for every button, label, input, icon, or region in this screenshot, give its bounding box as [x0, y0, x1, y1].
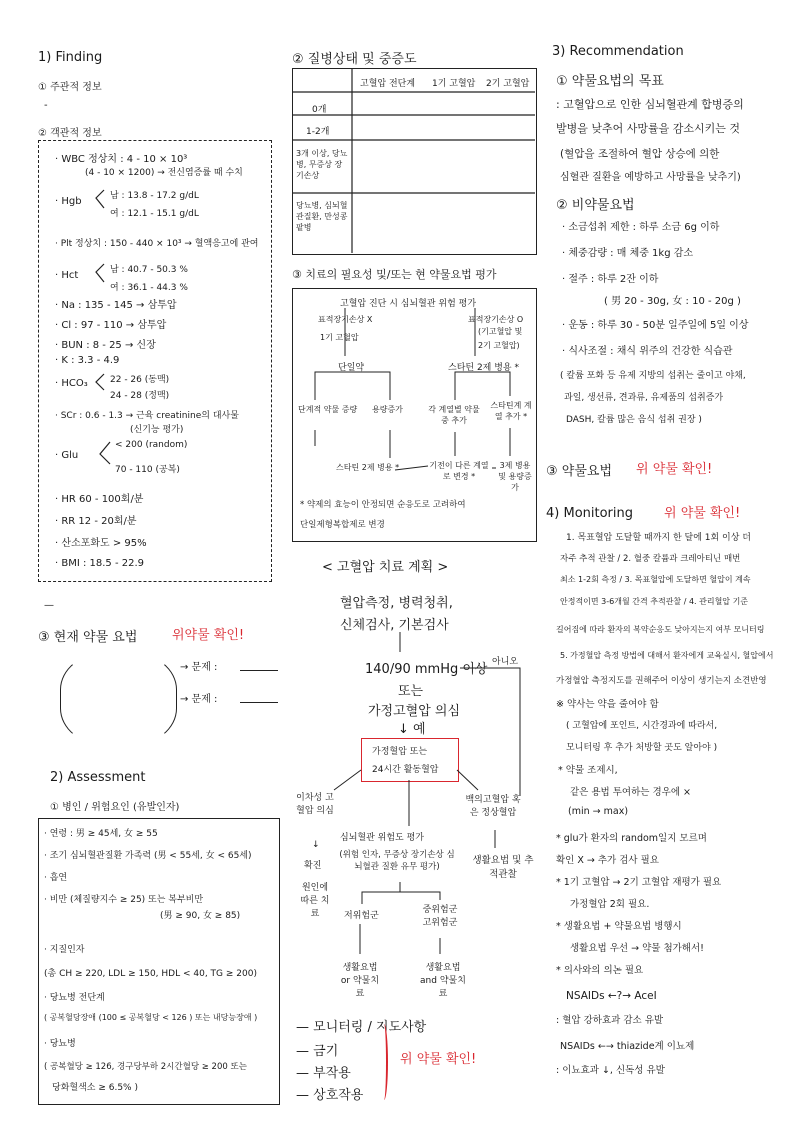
- monitor-title: 4) Monitoring: [546, 506, 633, 521]
- finding-title: 1) Finding: [38, 50, 103, 65]
- nonpharm-diet-3: DASH, 칼륨 많은 음식 섭취 권장 ): [566, 415, 702, 425]
- lab-hr: · HR 60 - 100회/분: [55, 494, 144, 505]
- plan-no: 아니오: [492, 657, 519, 667]
- nonpharm-salt: · 소금섭취 제한 : 하루 소금 6g 이하: [562, 222, 720, 233]
- monitor-line-10: 모니터링 후 추가 처방할 곳도 알아야 ): [566, 743, 718, 753]
- plan-suspect: 가정고혈압 의심: [368, 704, 461, 719]
- risk-diabetes: · 당뇨병: [44, 1039, 76, 1049]
- lab-hgb-m: 남 : 13.8 - 17.2 g/dL: [110, 191, 199, 201]
- dash2: —: [44, 600, 54, 611]
- monitor-line-7: 가정혈압 측정지도를 권해주어 이상이 생기는지 소견반영: [556, 676, 767, 686]
- plan-cv-risk: 심뇌혈관 위험도 평가: [340, 833, 424, 843]
- severity-header-stage1: 1기 고혈압: [432, 79, 476, 89]
- plan-secondary-arrow: ↓: [312, 840, 320, 850]
- nonpharm-diet-2: 과일, 생선류, 견과류, 유제품의 섭취증가: [564, 393, 724, 403]
- plan-exam: 신체검사, 기본검사: [340, 618, 449, 633]
- flow-damage-3: 2기 고혈압): [478, 341, 520, 350]
- flow-root: 고혈압 진단 시 심뇌혈관 위험 평가: [340, 299, 477, 309]
- monitor-line-20: * 의사와의 의논 필요: [556, 965, 644, 976]
- monitor-line-21: NSAIDs ←?→ AceI: [566, 990, 657, 1002]
- monitor-line-2: 자주 추적 관찰 / 2. 혈중 칼륨과 크레아티닌 매번: [560, 554, 741, 564]
- monitor-line-9: ( 고혈압에 포인트, 시간경과에 따라서,: [566, 721, 718, 731]
- monitor-line-8: ※ 약사는 약을 줄여야 함: [556, 699, 659, 710]
- subjective-title: ① 주관적 정보: [38, 82, 102, 93]
- lab-plt: · Plt 정상치 : 150 - 440 × 10³ → 혈액응고에 관여: [55, 239, 259, 249]
- plan-lifestyle-follow: 생활요법 및 추적관찰: [472, 855, 534, 880]
- monitor-line-13: (min → max): [568, 806, 629, 817]
- plan-low-tx: 생활요법 or 약물치료: [340, 963, 380, 999]
- flow-damage-2: (기고혈압 및: [478, 327, 523, 336]
- risk-lipid: · 지질인자: [44, 945, 85, 955]
- lab-scr-note: (신기능 평가): [130, 425, 184, 435]
- lab-scr: · SCr : 0.6 - 1.3 → 근육 creatinine의 대사물: [55, 411, 239, 421]
- plan-ambulatory: 24시간 활동혈압: [372, 765, 439, 775]
- assessment-title: 2) Assessment: [50, 770, 146, 785]
- lab-wbc: · WBC 정상치 : 4 - 10 × 10³: [55, 154, 188, 165]
- plan-secondary: 이차성 고혈압 의심: [296, 793, 334, 816]
- plan-yes: ↓ 예: [398, 722, 426, 737]
- monitor-line-14: * glu가 환자의 random일지 모르며: [556, 833, 707, 844]
- bottom-note: 위 약물 확인!: [400, 1052, 477, 1067]
- plan-confirm: 확진: [304, 861, 322, 871]
- severity-row-0: 0개: [312, 105, 327, 115]
- plan-threshold: 140/90 mmHg 이상: [365, 662, 488, 677]
- monitor-line-6: 5. 가정혈압 측정 방법에 대해서 환자에게 교육실시, 혈압에서: [560, 651, 774, 660]
- lab-hco3: · HCO₃: [55, 378, 88, 389]
- plan-high-tx: 생활요법 and 약물치료: [420, 963, 466, 999]
- lab-hco3-v: 24 - 28 (정맥): [110, 391, 170, 401]
- lab-hgb-f: 여 : 12.1 - 15.1 g/dL: [110, 209, 199, 219]
- flow-triple: 3제 병용 및 용량증가: [498, 461, 532, 492]
- nonpharm-title: ② 비약물요법: [556, 198, 635, 213]
- severity-title: ② 질병상태 및 중증도: [292, 52, 417, 67]
- lab-bmi: · BMI : 18.5 - 22.9: [55, 558, 145, 569]
- risk-title: ① 병인 / 위험요인 (유발인자): [50, 802, 180, 813]
- lab-glu: · Glu: [55, 450, 79, 461]
- plan-or: 또는: [398, 684, 424, 699]
- lab-glu-fast: 70 - 110 (공복): [115, 465, 180, 475]
- risk-obesity-criteria: (男 ≥ 90, 女 ≥ 85): [160, 911, 241, 921]
- goal-line-2: 발병을 낮추어 사망률을 감소시키는 것: [556, 122, 741, 135]
- nonpharm-alcohol-detail: ( 男 20 - 30g, 女 : 10 - 20g ): [604, 296, 741, 307]
- flow-mono: 단일약: [338, 363, 365, 373]
- risk-diabetes-criteria: ( 공복혈당 ≥ 126, 경구당부하 2시간혈당 ≥ 200 또는: [44, 1062, 247, 1072]
- bottom-title: — 모니터링 / 지도사항: [296, 1020, 427, 1035]
- lab-bun: · BUN : 8 - 25 → 신장: [55, 340, 156, 351]
- monitor-line-23: NSAIDs ←→ thiazide계 이뇨제: [560, 1041, 695, 1052]
- bottom-interact: — 상호작용: [296, 1088, 364, 1103]
- flow-switch-class: 기전이 다른 계열로 변경 *: [429, 461, 489, 481]
- flow-no-damage: 표적장기손상 X: [318, 315, 373, 324]
- bottom-bracket: [380, 1024, 388, 1100]
- risk-family: · 조기 심뇌혈관질환 가족력 (男 < 55세, 女 < 65세): [44, 851, 252, 861]
- lab-hct: · Hct: [55, 270, 79, 281]
- monitor-line-17: 가정혈압 2회 필요.: [570, 899, 650, 910]
- objective-title: ② 객관적 정보: [38, 128, 102, 139]
- monitor-line-24: : 이뇨효과 ↓, 신독성 유발: [556, 1065, 665, 1076]
- risk-prediabetes-criteria: ( 공복혈당장애 (100 ≤ 공복혈당 < 126 ) 또는 내당능장애 ): [44, 1013, 258, 1022]
- pharm-note: 위 약물 확인!: [636, 462, 713, 477]
- monitor-note: 위 약물 확인!: [664, 506, 741, 521]
- pharm-title: ③ 약물요법: [546, 464, 613, 479]
- flow-combo-2: 스타틴 2제 병용 *: [336, 463, 400, 472]
- flow-footnote-2: 단일제형복합제로 변경: [300, 520, 385, 530]
- flow-add-statin: 스타틴계 계열 추가 *: [490, 401, 532, 421]
- lab-glu-random: < 200 (random): [115, 440, 188, 450]
- monitor-line-18: * 생활요법 + 약물요법 병행시: [556, 921, 682, 932]
- monitor-line-1: 1. 목표혈압 도달할 때까지 한 달에 1회 이상 더: [566, 533, 751, 543]
- nonpharm-alcohol: · 절주 : 하루 2잔 이하: [562, 274, 659, 285]
- severity-header-stage2: 2기 고혈압: [486, 79, 530, 89]
- monitor-line-19: 생활요법 우선 → 약물 첨가해서!: [570, 943, 704, 954]
- severity-header-pre: 고혈압 전단계: [360, 79, 416, 89]
- monitor-line-12: 같은 용법 투여하는 경우에 ×: [570, 787, 691, 798]
- flow-stage1: 1기 고혈압: [320, 333, 359, 342]
- goal-line-1: : 고혈압으로 인한 심뇌혈관계 합병증의: [556, 98, 744, 111]
- risk-obesity: · 비만 (체질량지수 ≥ 25) 또는 복부비만: [44, 895, 204, 905]
- flow-combo: 스타틴 2제 병용 *: [448, 363, 519, 373]
- plan-cv-risk-note: (위험 인자, 무증상 장기손상 심뇌혈관 질환 유무 평가): [339, 850, 455, 872]
- monitor-line-3: 최소 1-2회 측정 / 3. 목표혈압에 도달하면 혈압이 계속: [560, 575, 751, 584]
- goal-line-4: 심혈관 질환을 예방하고 사망률을 낮추기): [560, 172, 741, 183]
- flow-add-class: 각 계열별 약물 중 추가: [428, 405, 480, 425]
- current-med-bracket: [60, 652, 177, 746]
- nonpharm-diet-1: ( 칼륨 포화 등 유제 지방의 섭취는 줄이고 야채,: [560, 371, 746, 381]
- flow-damage: 표적장기손상 O: [468, 315, 524, 324]
- rec-title: 3) Recommendation: [552, 44, 684, 59]
- bottom-adverse: — 부작용: [296, 1066, 351, 1081]
- subjective-dash: -: [44, 100, 48, 111]
- plan-measure: 혈압측정, 병력청취,: [340, 596, 453, 611]
- plan-mid-high-risk: 중위험군 고위험군: [422, 905, 458, 928]
- risk-age: · 연령 : 男 ≥ 45세, 女 ≥ 55: [44, 829, 158, 839]
- severity-row-3: 당뇨병, 심뇌혈관질환, 만성콩팥병: [296, 201, 348, 232]
- risk-diabetes-hba1c: 당화혈색소 ≥ 6.5% ): [52, 1083, 138, 1093]
- severity-row-2: 3개 이상, 당뇨병, 무증상 장기손상: [296, 149, 348, 180]
- lab-k: · K : 3.3 - 4.9: [55, 355, 120, 366]
- current-med-title: ③ 현재 약물 요법: [38, 630, 138, 645]
- nonpharm-diet: · 식사조절 : 채식 위주의 건강한 식습관: [562, 346, 733, 357]
- monitor-line-11: * 약물 조제시,: [558, 765, 618, 776]
- lab-hct-f: 여 : 36.1 - 44.3 %: [110, 283, 188, 293]
- flow-step-up: 단계적 약물 증량: [298, 405, 358, 414]
- plan-cause-treat: 원인에 따른 치료: [300, 883, 330, 919]
- lab-wbc-note: (4 - 10 × 1200) → 전신염증률 때 수치: [85, 168, 243, 178]
- flow-title: ③ 치료의 필요성 및/또는 현 약물요법 평가: [292, 268, 497, 281]
- nonpharm-exercise: · 운동 : 하루 30 - 50분 일주일에 5일 이상: [562, 320, 749, 331]
- monitor-line-15: 확인 X → 추가 검사 필요: [556, 855, 659, 866]
- plan-home-bp: 가정혈압 또는: [372, 747, 428, 757]
- current-med-note: 위약물 확인!: [172, 628, 245, 643]
- risk-smoking: · 흡연: [44, 873, 68, 883]
- monitor-line-5: 길어짐에 따라 환자의 복약순응도 낮아지는지 여부 모니터링: [556, 625, 765, 634]
- problem-1-line: [240, 670, 278, 671]
- lab-hco3-a: 22 - 26 (동맥): [110, 375, 170, 385]
- flow-dose-up: 용량증가: [372, 405, 403, 414]
- plan-white-coat: 백의고혈압 혹은 정상혈압: [465, 795, 521, 818]
- monitor-line-16: * 1기 고혈압 → 2기 고혈압 재평가 필요: [556, 877, 722, 888]
- nonpharm-weight: · 체중감량 : 매 체중 1kg 감소: [562, 248, 694, 259]
- lab-na: · Na : 135 - 145 → 삼투압: [55, 300, 177, 311]
- plan-title: < 고혈압 치료 계획 >: [322, 560, 449, 575]
- severity-row-1: 1-2개: [306, 127, 330, 137]
- lab-cl: · Cl : 97 - 110 → 삼투압: [55, 320, 167, 331]
- problem-2-line: [240, 702, 278, 703]
- goal-line-3: (혈압을 조절하여 혈압 상승에 의한: [560, 148, 720, 160]
- risk-lipid-criteria: (총 CH ≥ 220, LDL ≥ 150, HDL < 40, TG ≥ 200): [44, 969, 257, 979]
- problem-2: → 문제 :: [180, 694, 218, 705]
- lab-rr: · RR 12 - 20회/분: [55, 516, 137, 527]
- problem-1: → 문제 :: [180, 662, 218, 673]
- goal-title: ① 약물요법의 목표: [556, 74, 664, 89]
- plan-low-risk: 저위험군: [344, 911, 379, 921]
- risk-prediabetes: · 당뇨병 전단계: [44, 993, 105, 1003]
- lab-hct-m: 남 : 40.7 - 50.3 %: [110, 265, 188, 275]
- monitor-line-4: 안정적이면 3-6개월 간격 추적관찰 / 4. 관리혈압 기준: [560, 597, 749, 606]
- bottom-contra: — 금기: [296, 1044, 339, 1059]
- lab-spo2: · 산소포화도 > 95%: [55, 538, 147, 549]
- monitor-line-22: : 혈압 강하효과 감소 유발: [556, 1015, 664, 1026]
- flow-footnote-1: * 약제의 효능이 안정되면 순응도로 고려하여: [300, 500, 466, 510]
- lab-hgb: · Hgb: [55, 196, 82, 207]
